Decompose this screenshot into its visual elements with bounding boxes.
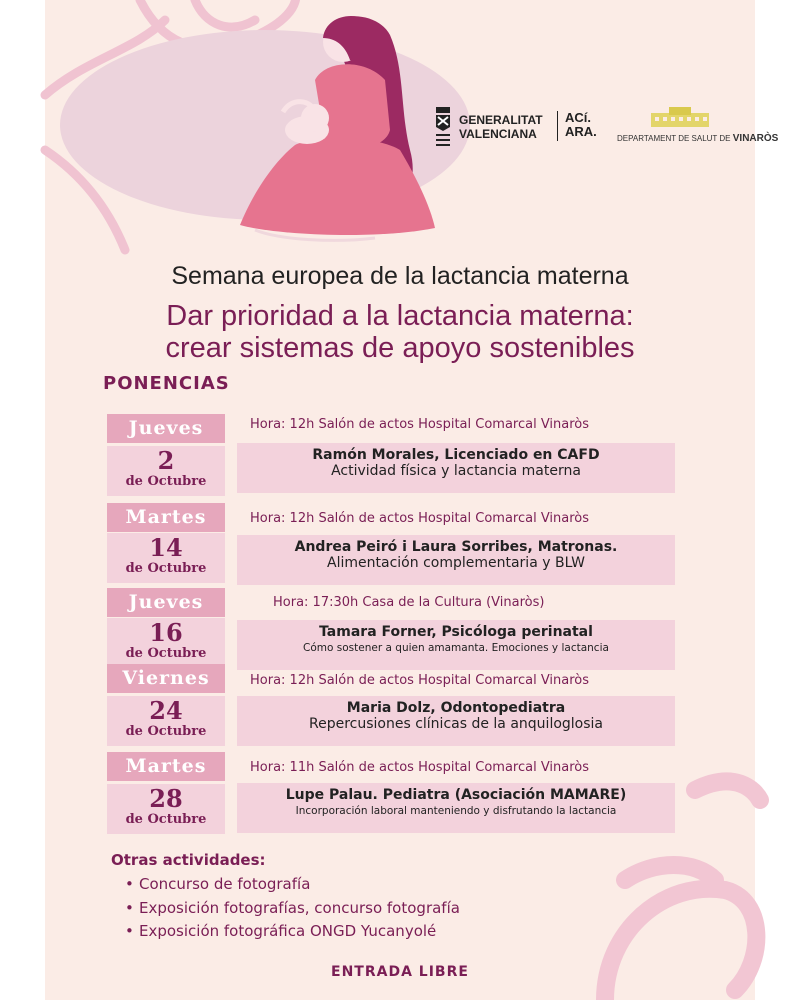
decorative-background [45, 0, 779, 1000]
session-day: Martes [107, 752, 225, 781]
session-date-month: de Octubre [125, 724, 207, 739]
session-date-month: de Octubre [125, 646, 207, 661]
other-activities-title: Otras actividades: [111, 851, 266, 869]
session-day: Martes [107, 503, 225, 532]
session-speaker: Lupe Palau. Pediatra (Asociación MAMARE) [285, 787, 627, 803]
session-topic: Repercusiones clínicas de la anquiloglosia [309, 716, 603, 732]
session-date [107, 784, 225, 834]
generalitat-emblem-icon [433, 105, 455, 149]
session-talk [237, 443, 675, 493]
session-date-number: 2 [157, 446, 175, 475]
session-speaker: Maria Dolz, Odontopediatra [346, 700, 566, 716]
generalitat-name: GENERALITAT VALENCIANA [459, 113, 543, 141]
list-item: • Exposición fotográfica ONGD Yucanyolé [139, 920, 460, 944]
list-item: • Exposición fotografías, concurso fotografía [139, 897, 460, 921]
session-date-month: de Octubre [125, 561, 207, 576]
session-date-number: 28 [149, 784, 183, 813]
session-date-number: 14 [149, 533, 183, 562]
section-heading: PONENCIAS [103, 373, 230, 394]
session-day: Jueves [107, 414, 225, 443]
session-time-location: Hora: 12h Salón de actos Hospital Comarcal Vinaròs [250, 511, 590, 526]
session-date [107, 446, 225, 496]
session-time-location: Hora: 12h Salón de actos Hospital Comarcal Vinaròs [250, 673, 590, 688]
logo-separator [557, 111, 558, 141]
session-speaker: Andrea Peiró i Laura Sorribes, Matronas. [294, 539, 618, 555]
aci-ara-logo: ACí. ARA. [565, 110, 597, 139]
session-speaker: Tamara Forner, Psicóloga perinatal [319, 624, 593, 640]
session-topic: Cómo sostener a quien amamanta. Emociones y lactancia [303, 642, 609, 654]
department-logo [617, 105, 779, 145]
other-activities [111, 851, 460, 944]
session-time-location: Hora: 12h Salón de actos Hospital Comarcal Vinaròs [250, 417, 590, 432]
session-topic: Incorporación laboral manteniendo y disfrutando la lactancia [295, 805, 617, 817]
session-talk [237, 620, 675, 670]
hospital-building-icon [649, 105, 711, 129]
department-name: DEPARTAMENT DE SALUT DE VINARÒS [617, 133, 779, 144]
session-talk [237, 696, 675, 746]
session-topic: Actividad física y lactancia materna [331, 463, 581, 479]
session-date-month: de Octubre [125, 474, 207, 489]
session-time-location: Hora: 11h Salón de actos Hospital Comarcal Vinaròs [250, 760, 590, 775]
session-date [107, 618, 225, 668]
poster [45, 0, 779, 1000]
session-topic: Alimentación complementaria y BLW [327, 555, 585, 571]
session-time-location: Hora: 17:30h Casa de la Cultura (Vinaròs) [273, 595, 545, 610]
session-date-month: de Octubre [125, 812, 207, 827]
session-day: Jueves [107, 588, 225, 617]
page-subtitle: Dar prioridad a la lactancia materna: crear sistemas de apoyo sostenibles [165, 300, 635, 364]
list-item: • Concurso de fotografía [139, 873, 460, 897]
session-date-number: 24 [149, 696, 183, 725]
session-date [107, 533, 225, 583]
page-title: Semana europea de la lactancia materna [171, 262, 629, 290]
free-entry-label: ENTRADA LIBRE [331, 964, 469, 980]
other-activities-list [111, 873, 460, 944]
session-day: Viernes [107, 664, 225, 693]
session-date-number: 16 [149, 618, 183, 647]
session-date [107, 696, 225, 746]
session-talk [237, 535, 675, 585]
session-speaker: Ramón Morales, Licenciado en CAFD [312, 447, 600, 463]
session-talk [237, 783, 675, 833]
